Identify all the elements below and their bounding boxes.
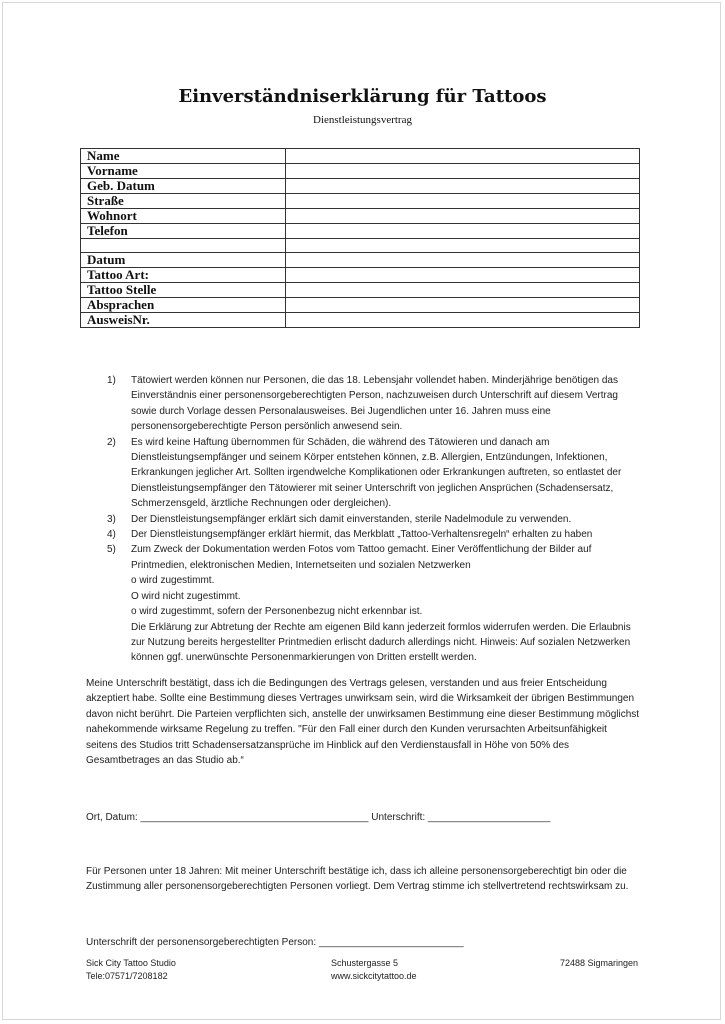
form-row [81,283,640,298]
term-item [107,527,637,542]
term-number: 2) [107,436,116,448]
form-row-value[interactable] [286,268,640,283]
form-row [81,149,640,164]
term-item [107,512,637,527]
form-row-value[interactable] [286,194,640,209]
guardian-signature-line[interactable]: Unterschrift der personensorgeberechtigten Person: __________________________ [86,937,464,948]
term-text: Es wird keine Haftung übernommen für Schäden, die während des Tätowieren und danach am Dienstleistungsempfänger und seinem Körper entstehen können, z.B. Allergien, Entzündungen, Infektionen, Erkrankungen jeglicher Art. Sollten irgendwelche Komplikationen oder Erkrankungen auftreten, so entlastet der Dienstleistungsempfänger den Tätowierer mit seiner Unterschrift von jeglichen Ansprüchen (Schadensersatz, Schmerzensgeld, ärztliche Rechnungen oder dergleichen). [131,436,622,510]
document-title: Einverständniserklärung für Tattoos [178,86,547,107]
footer-website[interactable]: www.sickcitytattoo.de [331,970,417,981]
footer-studio-name: Sick City Tattoo Studio [86,958,176,968]
term-item [107,435,637,512]
form-row [81,209,640,224]
form-row [81,224,640,239]
footer-city: 72488 Sigmaringen [559,958,638,968]
term-item [107,542,637,665]
form-row-label: Vorname [81,164,286,179]
form-row-value[interactable] [286,149,640,164]
term-item [107,373,637,435]
form-row-label: Name [81,149,286,164]
form-row-value[interactable] [286,179,640,194]
term-number: 1) [107,375,116,386]
form-row [81,179,640,194]
form-row-label: Tattoo Art: [81,268,286,283]
form-row [81,268,640,283]
revocation-note: Die Erklärung zur Abtretung der Rechte am eigenen Bild kann jederzeit formlos widerrufen werden. Die Erlaubnis zur Nutzung bereits hergestellter Printmedien erlischt dadurch allerdings nicht. Hinweis: Auf sozialen Netzwerken können ggf. unerwünschte Personenmarkierungen von Dritten erstellt werden. [131,621,631,664]
form-row-label: Datum [81,253,286,268]
form-row-label: AusweisNr. [81,313,286,328]
form-row-value[interactable] [286,298,640,313]
footer-street: Schustergasse 5 [331,958,399,968]
form-row-value[interactable] [286,164,640,179]
photo-consent-option[interactable]: O wird nicht zugestimmt. [131,590,241,602]
term-text: Tätowiert werden können nur Personen, die das 18. Lebensjahr vollendet haben. Minderjährige benötigen das Einverständnis einer personensorgeberechtigten Person, nachzuweisen durch Unterschrift auf diesem Vertrag sowie durch Vorlage dessen Personalausweises. Bei Jugendlichen unter 16. Jahren muss eine personensorgeberechtigte Person persönlich anwesend sein. [131,375,618,433]
form-row [81,298,640,313]
form-row-label: Straße [81,194,286,209]
form-row [81,194,640,209]
photo-consent-option[interactable]: o wird zugestimmt, sofern der Personenbezug nicht erkennbar ist. [131,606,423,618]
form-row-label: Absprachen [81,298,286,313]
footer-studio [86,957,176,982]
photo-consent-option[interactable]: o wird zugestimmt. [131,575,215,587]
footer-address [331,957,417,982]
form-row-label: Geb. Datum [81,179,286,194]
term-number: 4) [107,529,116,541]
signature-line[interactable]: Ort, Datum: _________________________________________ Unterschrift: ______________________ [86,812,551,823]
form-row-value[interactable] [286,313,640,328]
form-row [81,253,640,268]
footer-phone: Tele:07571/7208182 [86,970,168,981]
form-row [81,239,640,253]
form-row [81,164,640,179]
form-row-value[interactable] [286,253,640,268]
form-row-value[interactable] [286,283,640,298]
term-text: Der Dienstleistungsempfänger erklärt hiermit, das Merkblatt „Tattoo-Verhaltensregeln“ erhalten zu haben [131,529,593,541]
form-row-label: Wohnort [81,209,286,224]
minors-note: Für Personen unter 18 Jahren: Mit meiner Unterschrift bestätige ich, dass ich alleine personensorgeberechtigt bin oder die Zustimmung aller personensorgeberechtigten Personen vorliegt. Dem Vertrag stimme ich stellvertretend rechtswirksam zu. [86,866,629,893]
term-text: Der Dienstleistungsempfänger erklärt sich damit einverstanden, sterile Nadelmodule zu verwenden. [131,513,572,525]
confirmation-paragraph: Meine Unterschrift bestätigt, dass ich die Bedingungen des Vertrags gelesen, verstanden und aus freier Entscheidung akzeptiert habe. Sollte eine Bestimmung dieses Vertrages unwirksam sein, wird die Wirksamkeit der übrigen Bestimmungen davon nicht berührt. Die Parteien verpflichten sich, anstelle der unwirksamen Bestimmung eine dieser Bestimmung möglichst nahekommende wirksame Regelung zu treffen. "Für den Fall einer durch den Kunden verursachten Arbeitsunfähigkeit seitens des Studios tritt Schadensersatzansprüche im Hinblick auf den Verdienstausfall in Höhe von 50% des Gesamtbetrages an das Studio ab.“ [86,678,640,767]
form-row-label: Tattoo Stelle [81,283,286,298]
form-row-value[interactable] [286,209,640,224]
terms-list [107,373,637,666]
form-row-value[interactable] [286,224,640,239]
form-row-label: Telefon [81,224,286,239]
form-row [81,313,640,328]
personal-data-table [80,148,640,328]
document-subtitle: Dienstleistungsvertrag [313,114,412,126]
term-number: 3) [107,513,116,525]
term-number: 5) [107,544,116,556]
form-row-label [81,239,286,253]
term-text: Zum Zweck der Dokumentation werden Fotos vom Tattoo gemacht. Einer Veröffentlichung der Bilder auf Printmedien, elektronischen Medien, Internetseiten und sozialen Netzwerken [131,544,592,571]
form-row-value[interactable] [286,239,640,253]
